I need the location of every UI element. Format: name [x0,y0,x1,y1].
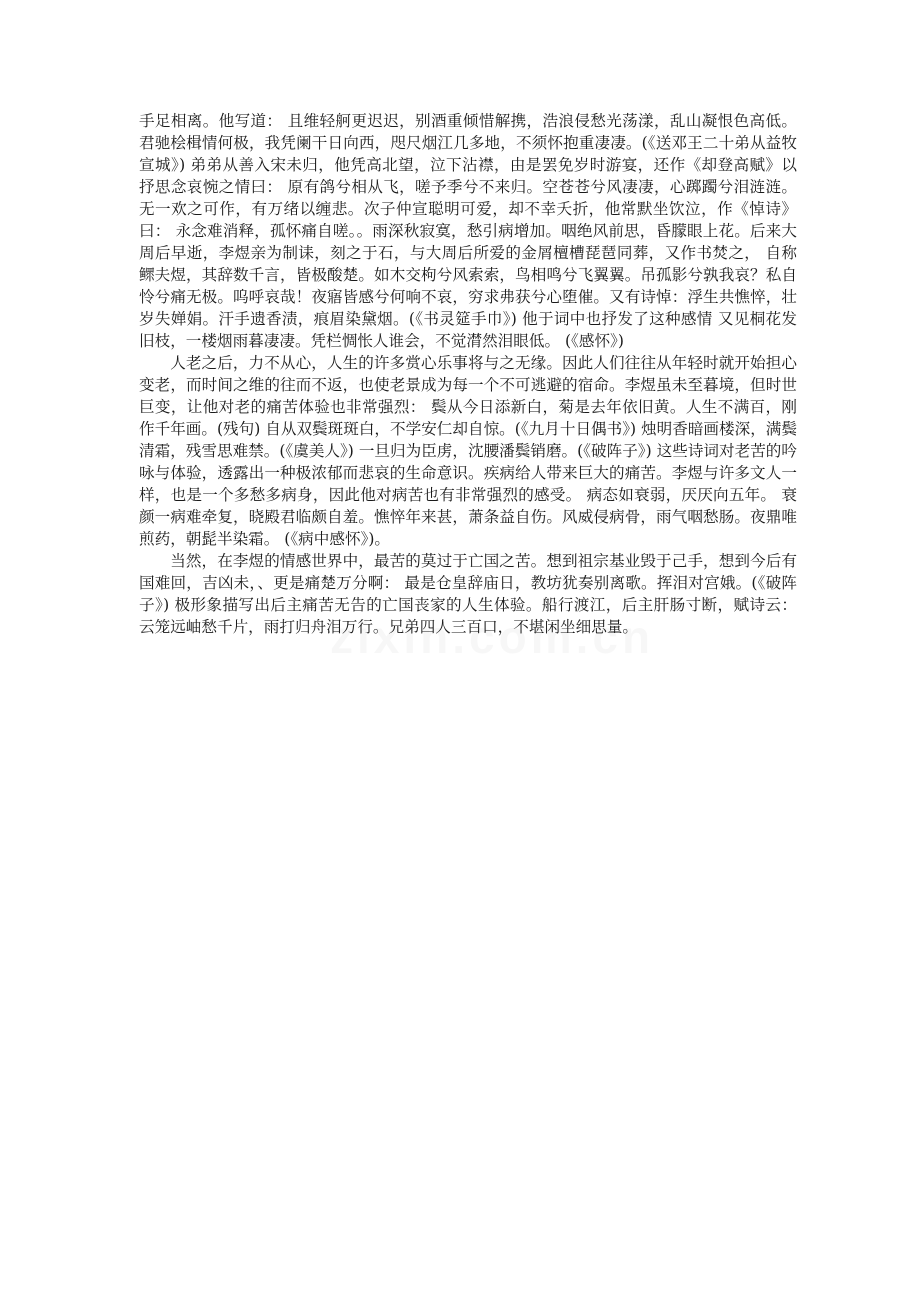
paragraph-1: 手足相离。他写道： 且维轻舸更迟迟，别酒重倾惜解携，浩浪侵愁光荡漾，乱山凝恨色高低。君驰桧楫情何极，我凭阑干日向西，咫尺烟江几多地，不须怀抱重凄凄。(《送邓王二十弟从益牧宣城》) 弟弟从善入宋未归，他凭高北望，泣下沾襟，由是罢免岁时游宴，还作《却登高赋》以抒思念哀惋之情曰： 原有鸽兮相从飞，嗟予季兮不来归。空苍苍兮风凄凄，心踯躅兮泪涟涟。无一欢之可作，有万绪以缠悲。次子仲宣聪明可爱，却不幸夭折，他常默坐饮泣，作《悼诗》曰： 永念难消释，孤怀痛自嗟。。雨深秋寂寞，愁引病增加。咽绝风前思，昏朦眼上花。后来大周后早逝，李煜亲为制诔，刻之于石，与大周后所爱的金屑檀槽琵琶同葬，又作书焚之， 自称鳏夫煜，其辞数千言，皆极酸楚。如木交枸兮风索索，鸟相鸣兮飞翼翼。吊孤影兮孰我哀？私自怜兮痛无极。呜呼哀哉！夜寤皆感兮何响不哀，穷求弗获兮心堕催。又有诗悼：浮生共憔悴，壮岁失婵娟。汗手遗香渍，痕眉染黛烟。(《书灵筵手巾》) 他于词中也抒发了这种感情 又见桐花发旧枝，一楼烟雨暮凄凄。凭栏惆怅人谁会，不觉潸然泪眼低。 (《感怀》) [139,112,797,350]
paragraph-3: 当然，在李煜的情感世界中，最苦的莫过于亡国之苦。想到祖宗基业毁于己手，想到今后有国难回，吉凶未，、更是痛楚万分啊： 最是仓皇辞庙日，教坊犹奏别离歌。挥泪对宫娥。(《破阵子》) 极形象描写出后主痛苦无告的亡国丧家的人生体验。船行渡江，后主肝肠寸断，赋诗云： 云笼远岫愁千片，雨打归舟泪万行。兄弟四人三百口，不堪闲坐细思量。 [139,552,797,636]
document-body [139,110,797,638]
paragraph-2: 人老之后，力不从心，人生的许多赏心乐事将与之无缘。因此人们往往从年轻时就开始担心变老，而时间之维的往而不返，也使老景成为每一个不可逃避的宿命。李煜虽未至暮境，但时世巨变，让他对老的痛苦体验也非常强烈： 鬓从今日添新白，菊是去年依旧黄。人生不满百，刚作千年画。(残句) 自从双鬓斑斑白，不学安仁却自惊。(《九月十日偶书》) 烛明香暗画楼深，满鬓清霜，残雪思难禁。(《虞美人》) 一旦归为臣虏，沈腰潘鬓销磨。(《破阵子》) 这些诗词对老苦的吟咏与体验，透露出一种极浓郁而悲哀的生命意识。疾病给人带来巨大的痛苦。李煜与许多文人一样，也是一个多愁多病身，因此他对病苦也有非常强烈的感受。 病态如衰弱，厌厌向五年。 衰颜一病难牵复，晓殿君临颇自羞。憔悴年来甚，萧条益自伤。风威侵病骨，雨气咽愁肠。夜鼎唯煎药，朝髭半染霜。 (《病中感怀》)。 [139,354,797,548]
